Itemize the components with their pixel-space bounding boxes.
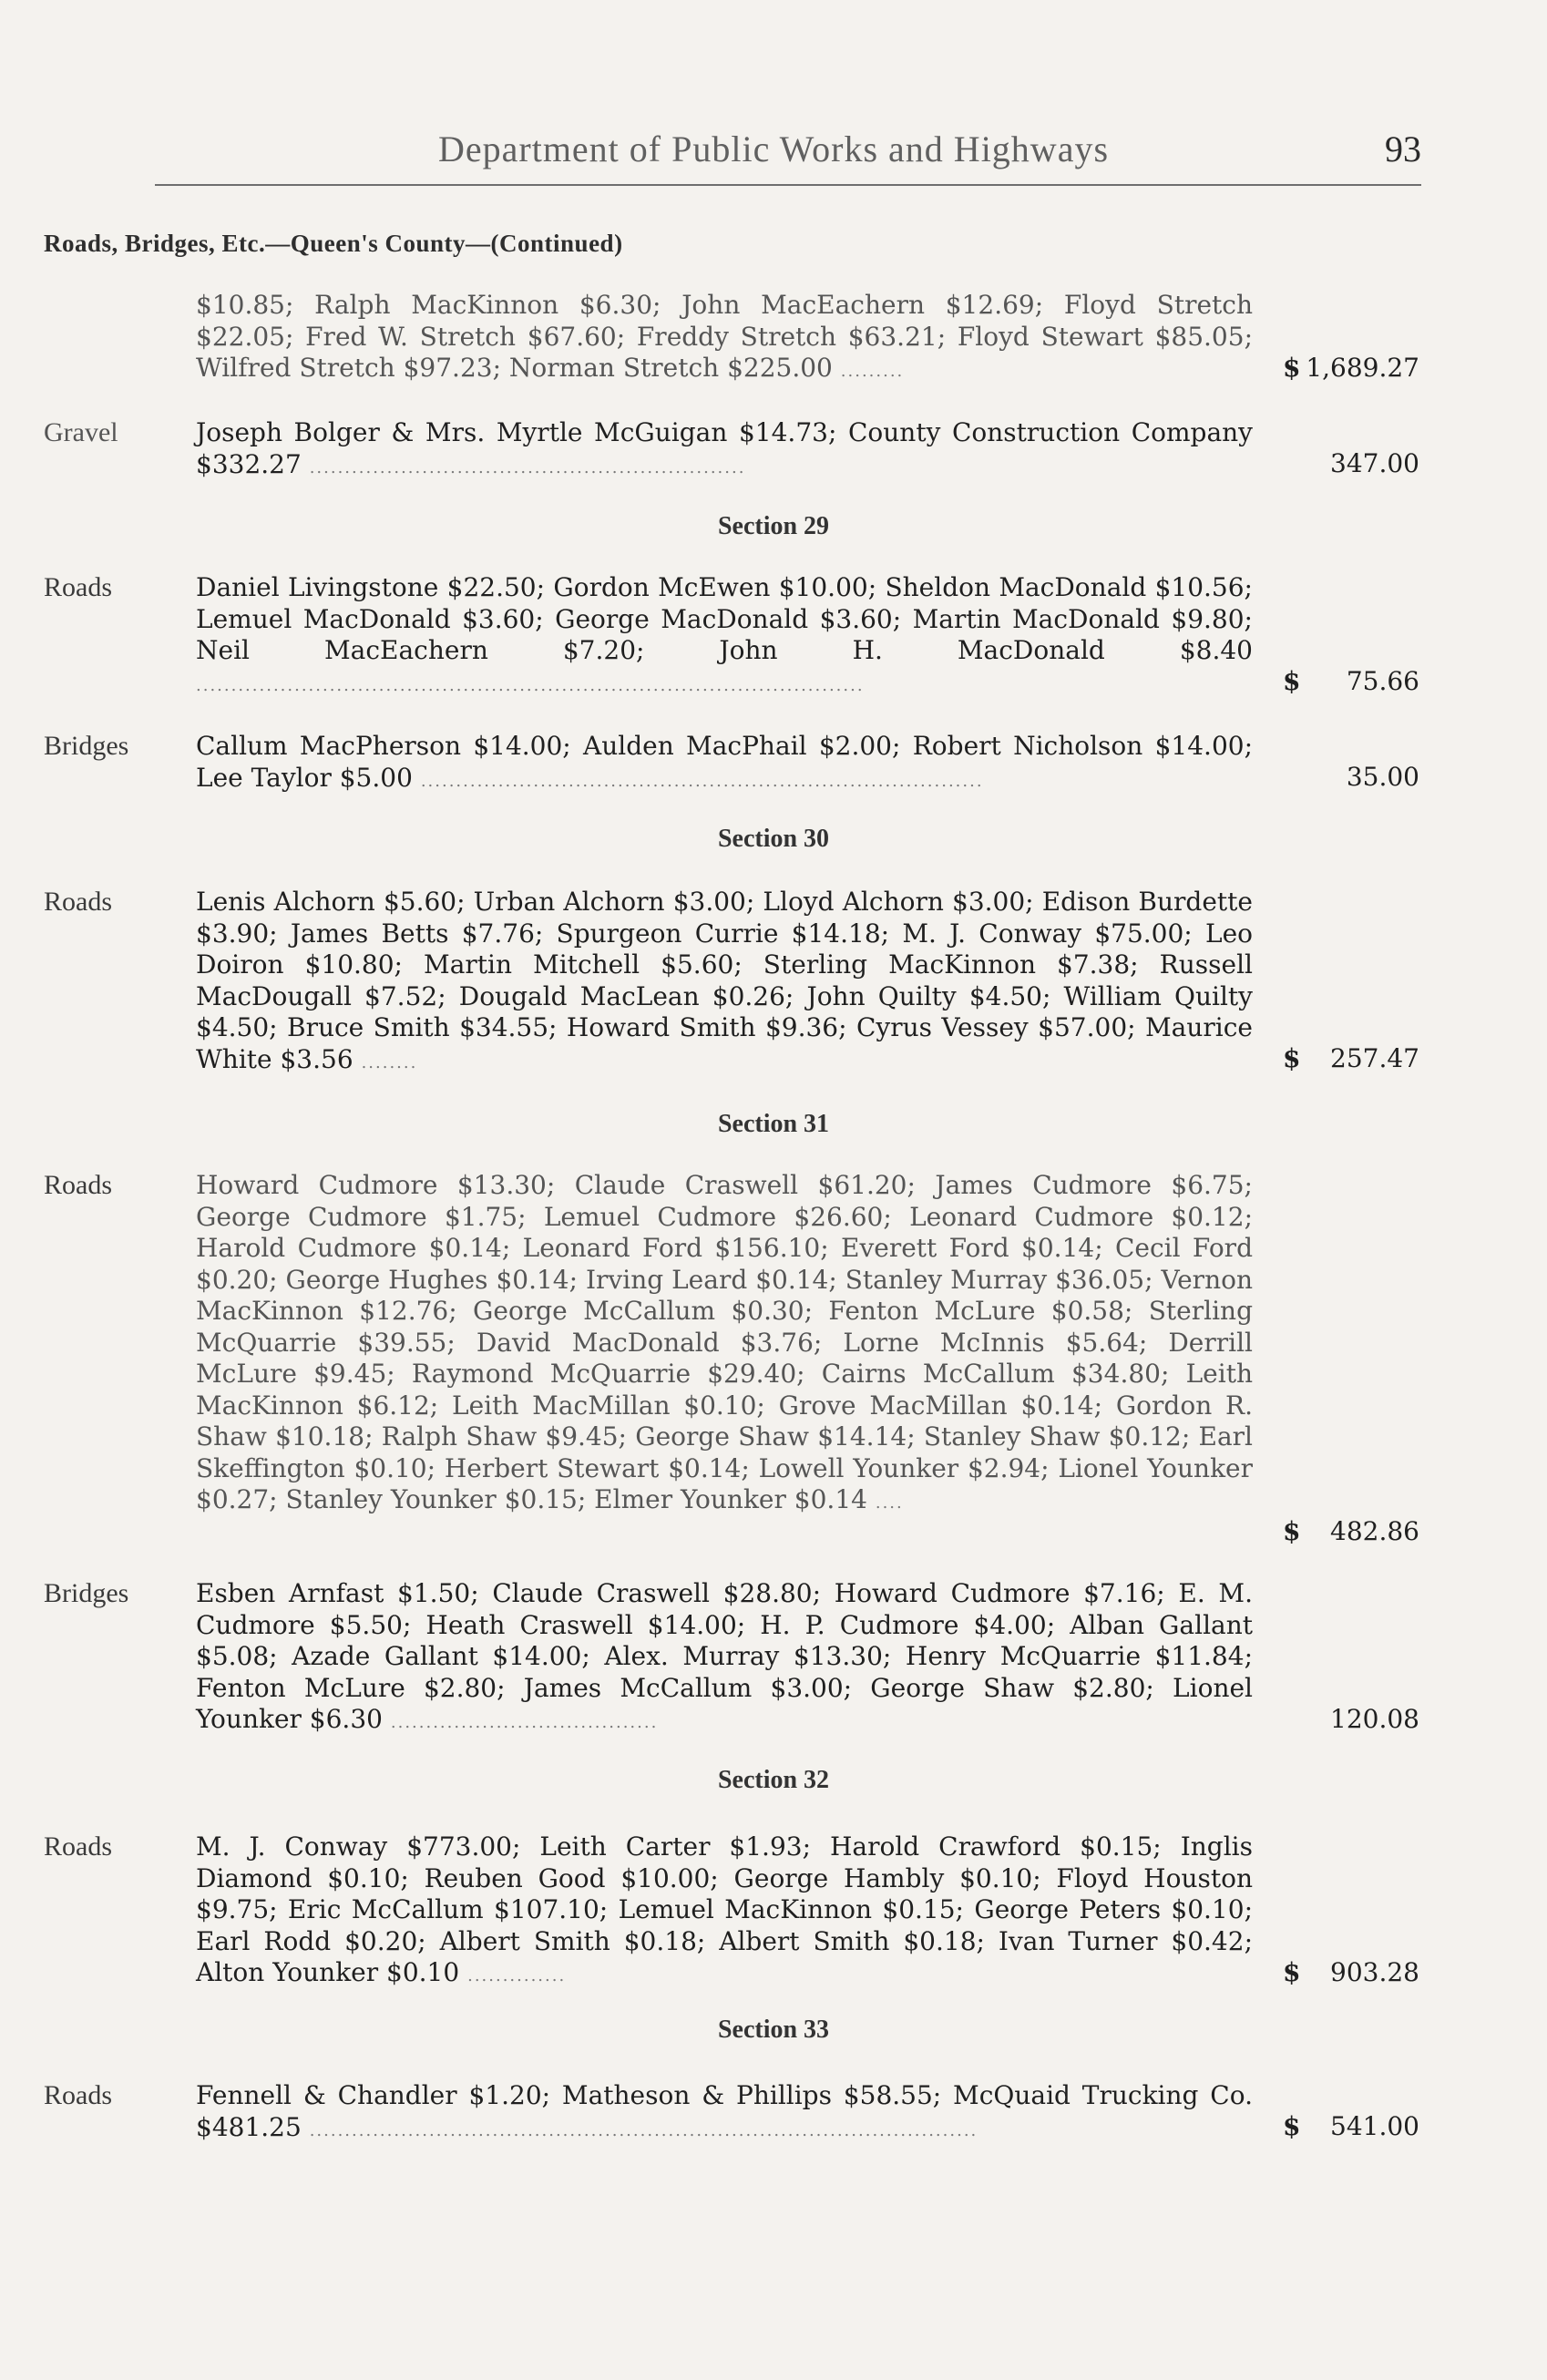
header-rule <box>155 184 1421 186</box>
entry-amount: 35.00 <box>1346 762 1419 792</box>
entry-amount: 482.86 <box>1330 1516 1419 1546</box>
entry-text <box>196 887 1253 1079</box>
entry-amount: 347.00 <box>1330 448 1419 478</box>
leader-dots: .............. <box>467 1966 567 1985</box>
section-heading-33: Section 33 <box>717 2016 830 2044</box>
running-header <box>0 128 1547 175</box>
entry-amount: 1,689.27 <box>1306 353 1419 383</box>
entry-text <box>196 1831 1253 1993</box>
entry-text <box>196 731 1253 797</box>
dollar-sign: $ <box>1283 1516 1301 1546</box>
entry-text <box>196 1578 1253 1739</box>
leader-dots: ...................................... <box>390 1713 659 1732</box>
entry-category: Roads <box>44 572 112 602</box>
entry-category: Roads <box>44 1831 112 1862</box>
entry-text-content: Esben Arnfast $1.50; Claude Craswell $28.80; Howard Cudmore $7.16; E. M. Cudmore $5.50; Heath Craswell $14.00; H. P. Cudmore $4.00; Alban Gallant $5.08; Azade Gallant $14.00; Alex. Murray $13.30; Henry McQuarrie $11.84; Fenton McLure $2.80; James McCallum $3.00; George Shaw $2.80; Lionel Younker $6.30 <box>196 1578 1253 1734</box>
entry-amount: 257.47 <box>1330 1043 1419 1073</box>
section-heading-31: Section 31 <box>717 1110 830 1138</box>
section-heading-32: Section 32 <box>717 1766 830 1794</box>
entry-amount: 120.08 <box>1330 1704 1419 1734</box>
entry-amount: 75.66 <box>1346 666 1419 696</box>
header-title: Department of Public Works and Highways <box>437 128 1110 169</box>
entry-category: Bridges <box>44 731 129 761</box>
entry-text-content: Callum MacPherson $14.00; Aulden MacPhail $2.00; Robert Nicholson $14.00; Lee Taylor $5.00 <box>196 731 1253 793</box>
entry-text <box>196 2080 1253 2147</box>
entry-text <box>196 290 1253 388</box>
entry-text-content: $10.85; Ralph MacKinnon $6.30; John MacEachern $12.69; Floyd Stretch $22.05; Fred W. Stretch $67.60; Freddy Stretch $63.21; Floyd Stewart $85.05; Wilfred Stretch $97.23; Norman Stretch $225.00 <box>196 290 1253 383</box>
entry-amount: 541.00 <box>1330 2111 1419 2141</box>
entry-text-content: Fennell & Chandler $1.20; Matheson & Phillips $58.55; McQuaid Trucking Co. $481.25 <box>196 2080 1253 2142</box>
dollar-sign: $ <box>1283 353 1301 383</box>
entry-text <box>196 572 1253 702</box>
dollar-sign: $ <box>1283 1043 1301 1073</box>
entry-category: Roads <box>44 2080 112 2110</box>
section-heading-30: Section 30 <box>717 825 830 853</box>
entry-text-content: Daniel Livingstone $22.50; Gordon McEwen $10.00; Sheldon MacDonald $10.56; Lemuel MacDonald $3.60; George MacDonald $3.60; Martin MacDonald $9.80; Neil MacEachern $7.20; John H. MacDonald $8.40 <box>196 572 1253 665</box>
entry-category: Roads <box>44 1170 112 1200</box>
dollar-sign: $ <box>1283 666 1301 696</box>
leader-dots: .... <box>875 1493 904 1513</box>
entry-text <box>196 417 1253 484</box>
entry-category: Bridges <box>44 1578 129 1608</box>
entry-text-content: Lenis Alchorn $5.60; Urban Alchorn $3.00; Lloyd Alchorn $3.00; Edison Burdette $3.90; James Betts $7.76; Spurgeon Currie $14.18; M. J. Conway $75.00; Leo Doiron $10.80; Martin Mitchell $5.60; Sterling MacKinnon $7.38; Russell MacDougall $7.52; Dougald MacLean $0.26; John Quilty $4.50; William Quilty $4.50; Bruce Smith $34.55; Howard Smith $9.36; Cyrus Vessey $57.00; Maurice White $3.56 <box>196 887 1253 1074</box>
leader-dots: ........ <box>361 1052 418 1072</box>
leader-dots: ............................................................................................... <box>196 675 865 695</box>
entry-amount: 903.28 <box>1330 1957 1419 1987</box>
entry-text-content: Howard Cudmore $13.30; Claude Craswell $61.20; James Cudmore $6.75; George Cudmore $1.75; Lemuel Cudmore $26.60; Leonard Cudmore $0.12; Harold Cudmore $0.14; Leonard Ford $156.10; Everett Ford $0.14; Cecil Ford $0.20; George Hughes $0.14; Irving Leard $0.14; Stanley Murray $36.05; Vernon MacKinnon $12.76; George McCallum $0.30; Fenton McLure $0.58; Sterling McQuarrie $39.55; David MacDonald $3.76; Lorne McInnis $5.64; Derrill McLure $9.45; Raymond McQuarrie $29.40; Cairns McCallum $34.80; Leith MacKinnon $6.12; Leith MacMillan $0.10; Grove MacMillan $0.14; Gordon R. Shaw $10.18; Ralph Shaw $9.45; George Shaw $14.14; Stanley Shaw $0.12; Earl Skeffington $0.10; Herbert Stewart $0.14; Lowell Younker $2.94; Lionel Younker $0.27; Stanley Younker $0.15; Elmer Younker $0.14 <box>196 1170 1253 1514</box>
dollar-sign: $ <box>1283 1957 1301 1987</box>
leader-dots: ............................................................................................... <box>309 2120 978 2140</box>
entry-category: Gravel <box>44 417 118 447</box>
entry-text <box>196 1170 1253 1520</box>
continued-heading: Roads, Bridges, Etc.—Queen's County—(Continued) <box>44 230 623 257</box>
dollar-sign: $ <box>1283 2111 1301 2141</box>
entry-category: Roads <box>44 887 112 917</box>
page-number: 93 <box>1385 128 1421 169</box>
entry-text-content: Joseph Bolger & Mrs. Myrtle McGuigan $14.73; County Construction Company $332.27 <box>196 417 1253 479</box>
leader-dots: ................................................................................ <box>420 771 984 791</box>
section-heading-29: Section 29 <box>717 512 830 540</box>
leader-dots: ......... <box>840 362 905 381</box>
entry-text-content: M. J. Conway $773.00; Leith Carter $1.93; Harold Crawford $0.15; Inglis Diamond $0.10; Reuben Good $10.00; George Hambly $0.10; Floyd Houston $9.75; Eric McCallum $107.10; Lemuel MacKinnon $0.15; George Peters $0.10; Earl Rodd $0.20; Albert Smith $0.18; Albert Smith $0.18; Ivan Turner $0.42; Alton Younker $0.10 <box>196 1831 1253 1987</box>
leader-dots: .............................................................. <box>309 457 746 477</box>
